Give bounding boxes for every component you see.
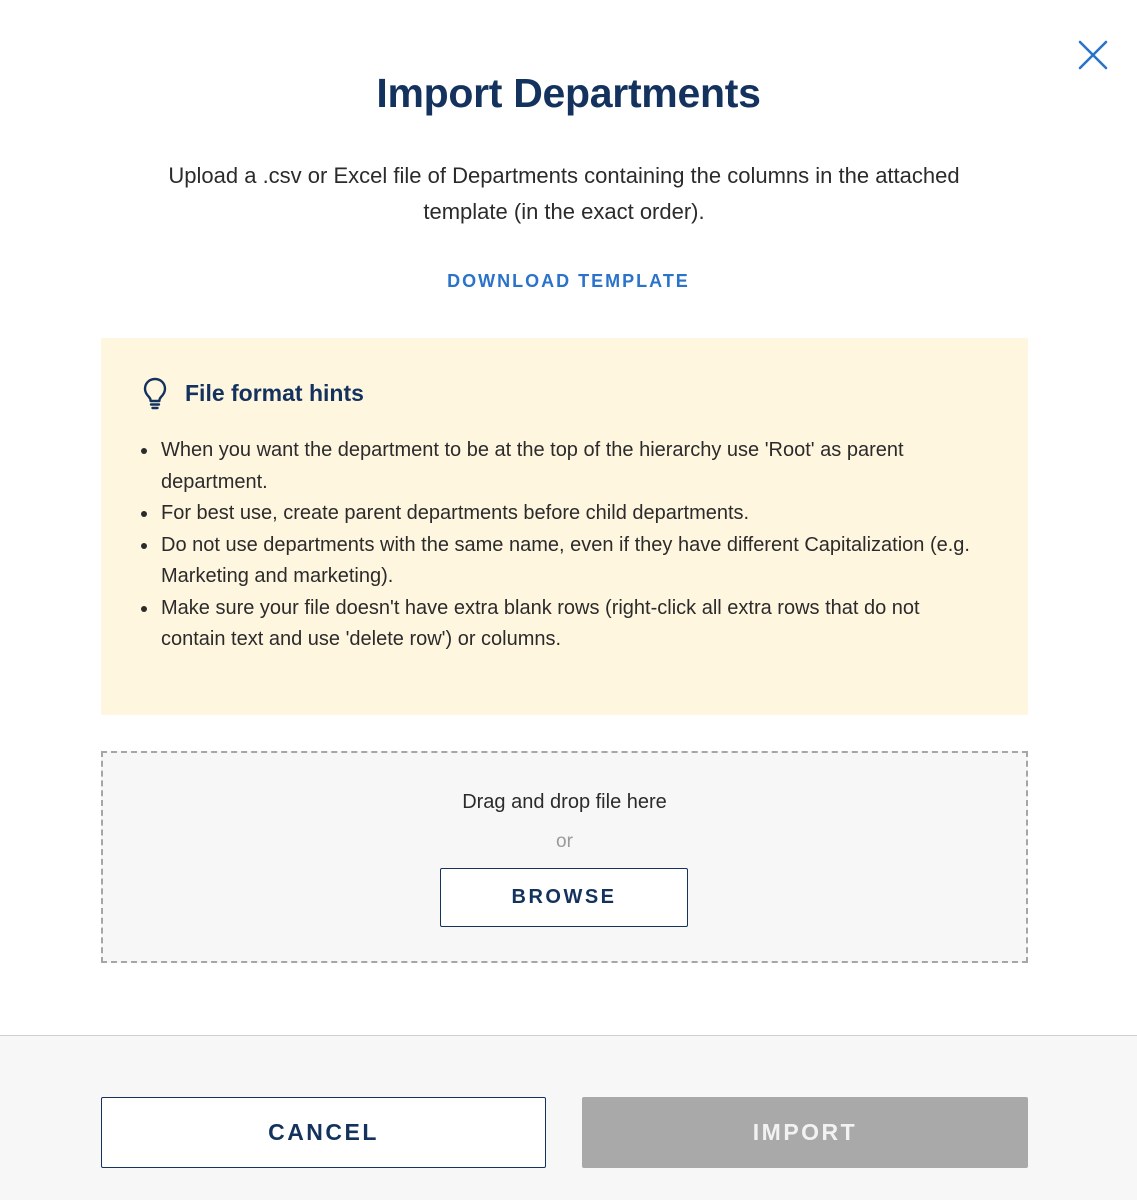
dropzone-prompt: Drag and drop file here <box>462 791 667 813</box>
browse-button[interactable]: BROWSE <box>440 868 688 927</box>
hint-item: Make sure your file doesn't have extra blank rows (right-click all extra rows that do not contain text and use 'delete row') or columns. <box>139 593 979 656</box>
dialog-description: Upload a .csv or Excel file of Departments containing the columns in the attached template (in the exact order). <box>168 163 960 224</box>
lightbulb-icon <box>141 376 185 410</box>
close-icon[interactable] <box>1076 38 1110 72</box>
hint-item: For best use, create parent departments before child departments. <box>139 498 979 530</box>
import-button[interactable]: IMPORT <box>582 1097 1028 1168</box>
cancel-button[interactable]: CANCEL <box>101 1097 546 1168</box>
download-template-link[interactable]: DOWNLOAD TEMPLATE <box>447 271 690 291</box>
hints-header <box>141 376 364 410</box>
hints-title: File format hints <box>185 379 364 406</box>
dialog-title: Import Departments <box>376 70 761 116</box>
dropzone-or-separator: or <box>556 831 573 852</box>
file-dropzone[interactable] <box>101 751 1028 963</box>
hint-item: When you want the department to be at the top of the hierarchy use 'Root' as parent department. <box>139 435 979 498</box>
hints-list <box>139 435 979 656</box>
hint-item: Do not use departments with the same name, even if they have different Capitalization (e.g. Marketing and marketing). <box>139 530 979 593</box>
file-format-hints-panel <box>101 338 1028 715</box>
dialog-footer <box>0 1035 1137 1200</box>
